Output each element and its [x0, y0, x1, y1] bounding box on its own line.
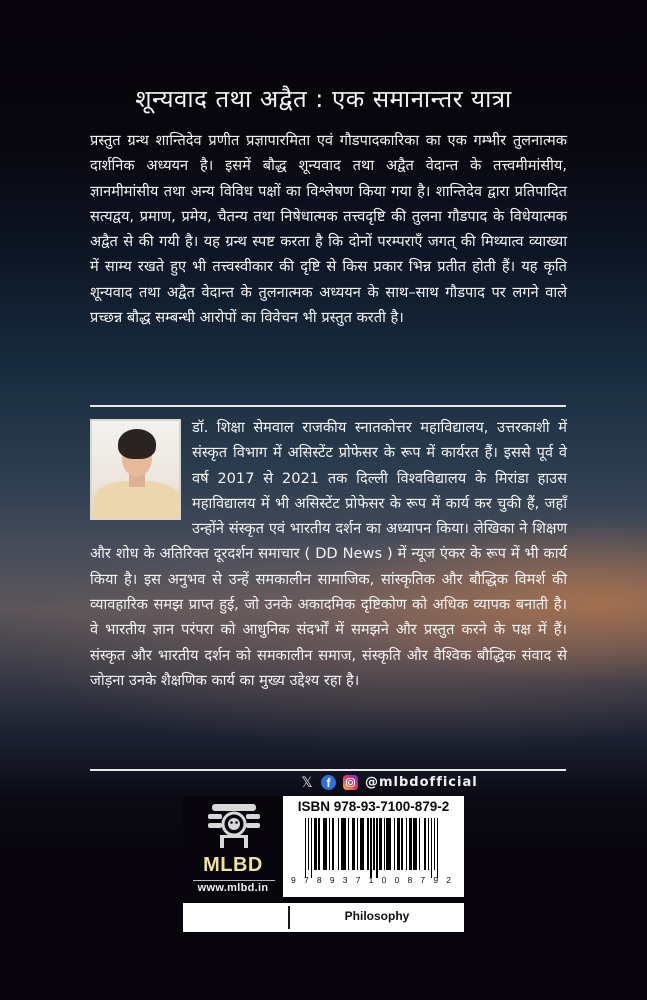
separator-line [90, 769, 566, 771]
barcode-digits: 9 7 8 9 3 7 1 0 0 8 7 9 2 [291, 875, 451, 885]
isbn-barcode-block [283, 796, 464, 897]
category-strip [183, 903, 464, 932]
publisher-isbn-block [183, 796, 464, 932]
author-bio: डॉ. शिक्षा सेमवाल राजकीय स्नातकोत्तर महाविद्यालय, उत्तरकाशी में संस्कृत विभाग में असिस्टेंट प्रोफेसर के रूप में कार्यरत हैं। इससे पूर्व वे वर्ष 2017 से 2021 तक दिल्ली विश्वविद्यालय के मिरांडा हाउस महाविद्यालय में भी असिस्टेंट प्रोफेसर के रूप में कार्य कर चुकी हैं, जहाँ उन्होंने संस्कृत एवं भारतीय दर्शन का अध्यापन किया। लेखिका ने शिक्षण और शोध के अतिरिक्त दूरदर्शन समाचार ( DD News ) में न्यूज एंकर के रूप में भी कार्य किया है। इस अनुभव से उन्हें समकालीन सामाजिक, सांस्कृतिक और बौद्धिक विमर्श की व्यावहारिक समझ प्राप्त हुई, जो उनके अकादमिक दृष्टिकोण को अधिक व्यापक बनाती है। वे भारतीय ज्ञान परंपरा को आधुनिक संदर्भों में समझने और प्रस्तुत करने के पक्ष में हैं। संस्कृत और भारतीय दर्शन को समकालीन समाज, संस्कृति और वैश्विक बौद्धिक संवाद से जोड़ना उनके शैक्षणिक कार्य का मुख्य उद्देश्य रहा है। [90, 419, 567, 689]
mlbd-emblem-icon [206, 802, 262, 850]
barcode-icon [305, 818, 445, 876]
author-section [90, 415, 567, 693]
category-label: Philosophy [344, 909, 410, 923]
publisher-name: MLBD [203, 854, 263, 876]
separator-line [90, 405, 566, 407]
instagram-icon[interactable] [343, 775, 358, 790]
book-title: शून्यवाद तथा अद्वैत : एक समानान्तर यात्रा [135, 85, 512, 113]
logo-divider [193, 880, 275, 881]
book-description: प्रस्तुत ग्रन्थ शान्तिदेव प्रणीत प्रज्ञापारमिता एवं गौडपादकारिका का एक गम्भीर तुलनात्मक दार्शनिक अध्ययन है। इसमें बौद्ध शून्यवाद तथा अद्वैत वेदान्त के तत्त्वमीमांसीय, ज्ञानमीमांसीय तथा अन्य विविध पक्षों का विश्लेषण किया गया है। शान्तिदेव द्वारा प्रतिपादित सत्यद्वय, प्रमाण, प्रमेय, चैतन्य तथा निषेधात्मक तत्त्वदृष्टि की तुलना गौडपाद के विधेयात्मक अद्वैत से की गयी है। यह ग्रन्थ स्पष्ट करता है कि दोनों परम्पराएँ जगत् की मिथ्यात्व व्याख्या में साम्य रखते हुए भी तत्त्वस्वीकार की दृष्टि से किस प्रकार भिन्न प्रतीत होती हैं। यह कृति शून्यवाद तथा अद्वैत वेदान्त के तुलनात्मक अध्ययन के साथ–साथ गौडपाद पर लगने वाले प्रच्छन्न बौद्ध सम्बन्धी आरोपों का विवेचन भी प्रस्तुत करती है। [90, 132, 567, 327]
social-row [300, 775, 478, 790]
social-handle[interactable]: @mlbdofficial [365, 775, 478, 790]
x-icon[interactable]: 𝕏 [301, 774, 313, 791]
author-photo [90, 419, 181, 520]
isbn-label: ISBN 978-93-7100-879-2 [297, 799, 450, 814]
publisher-url[interactable]: www.mlbd.in [197, 882, 269, 894]
publisher-logo [183, 796, 283, 897]
facebook-icon[interactable]: f [321, 775, 336, 790]
